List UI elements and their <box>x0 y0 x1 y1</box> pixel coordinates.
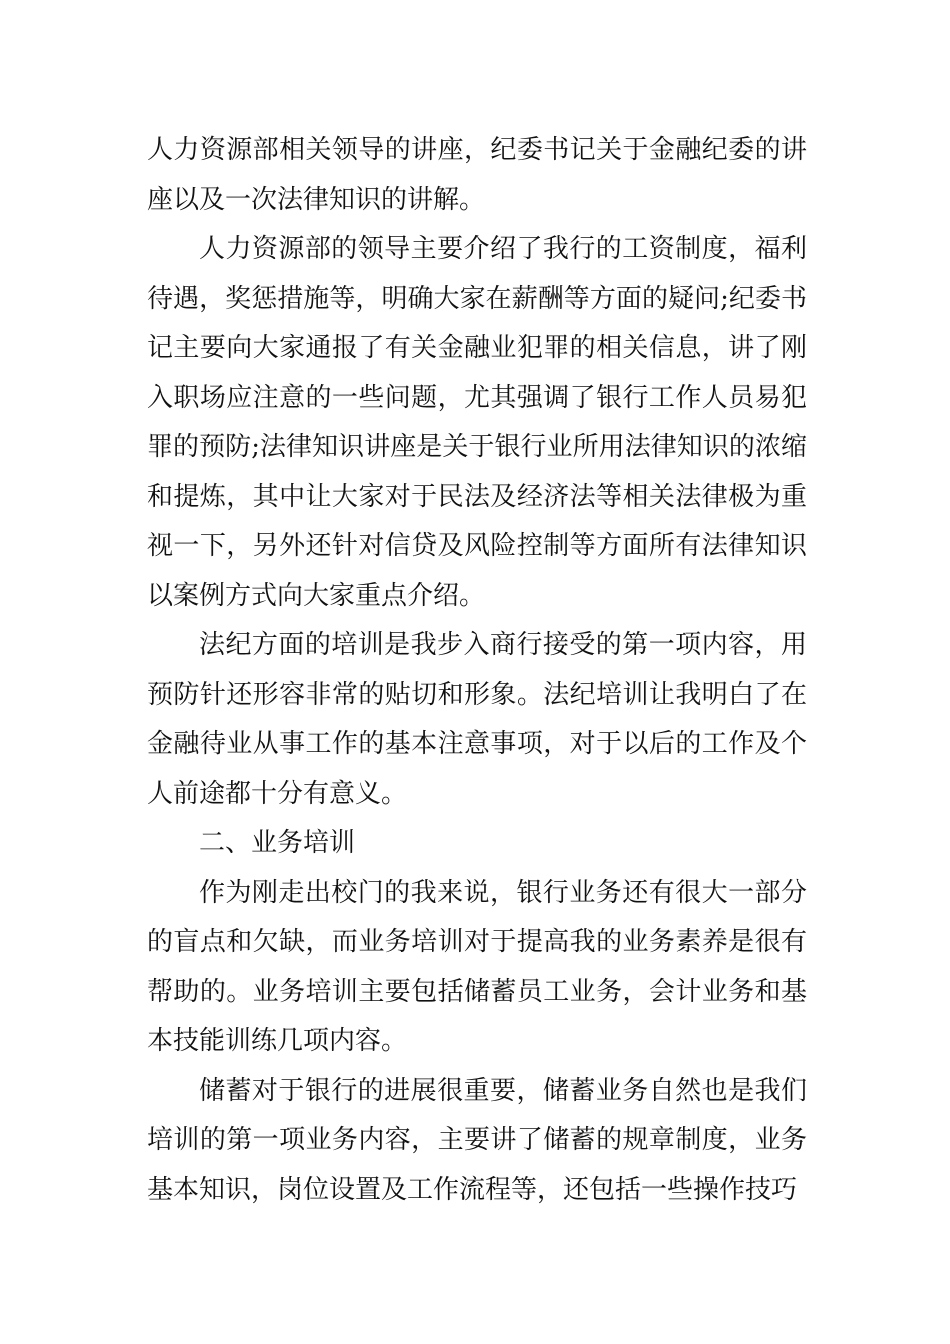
paragraph-continuation: 人力资源部相关领导的讲座，纪委书记关于金融纪委的讲座以及一次法律知识的讲解。 <box>147 135 807 215</box>
document-body <box>147 126 807 1215</box>
section-heading-business-training: 二、业务培训 <box>199 828 356 858</box>
paragraph-hr-lecture: 人力资源部的领导主要介绍了我行的工资制度，福利待遇，奖惩措施等，明确大家在薪酬等方面的疑问;纪委书记主要向大家通报了有关金融业犯罪的相关信息，讲了刚入职场应注意的一些问题，尤其强调了银行工作人员易犯罪的预防;法律知识讲座是关于银行业所用法律知识的浓缩和提炼，其中让大家对于民法及经济法等相关法律极为重视一下，另外还针对信贷及风险控制等方面所有法律知识以案例方式向大家重点介绍。 <box>147 234 807 611</box>
paragraph-business-training-intro: 作为刚走出校门的我来说，银行业务还有很大一部分的盲点和欠缺，而业务培训对于提高我的业务素养是很有帮助的。业务培训主要包括储蓄员工业务，会计业务和基本技能训练几项内容。 <box>147 877 807 1056</box>
paragraph-discipline-training: 法纪方面的培训是我步入商行接受的第一项内容，用预防针还形容非常的贴切和形象。法纪培训让我明白了在金融待业从事工作的基本注意事项，对于以后的工作及个人前途都十分有意义。 <box>147 630 807 809</box>
paragraph-savings-training: 储蓄对于银行的进展很重要，储蓄业务自然也是我们培训的第一项业务内容，主要讲了储蓄的规章制度，业务基本知识，岗位设置及工作流程等，还包括一些操作技巧 <box>147 1075 807 1205</box>
